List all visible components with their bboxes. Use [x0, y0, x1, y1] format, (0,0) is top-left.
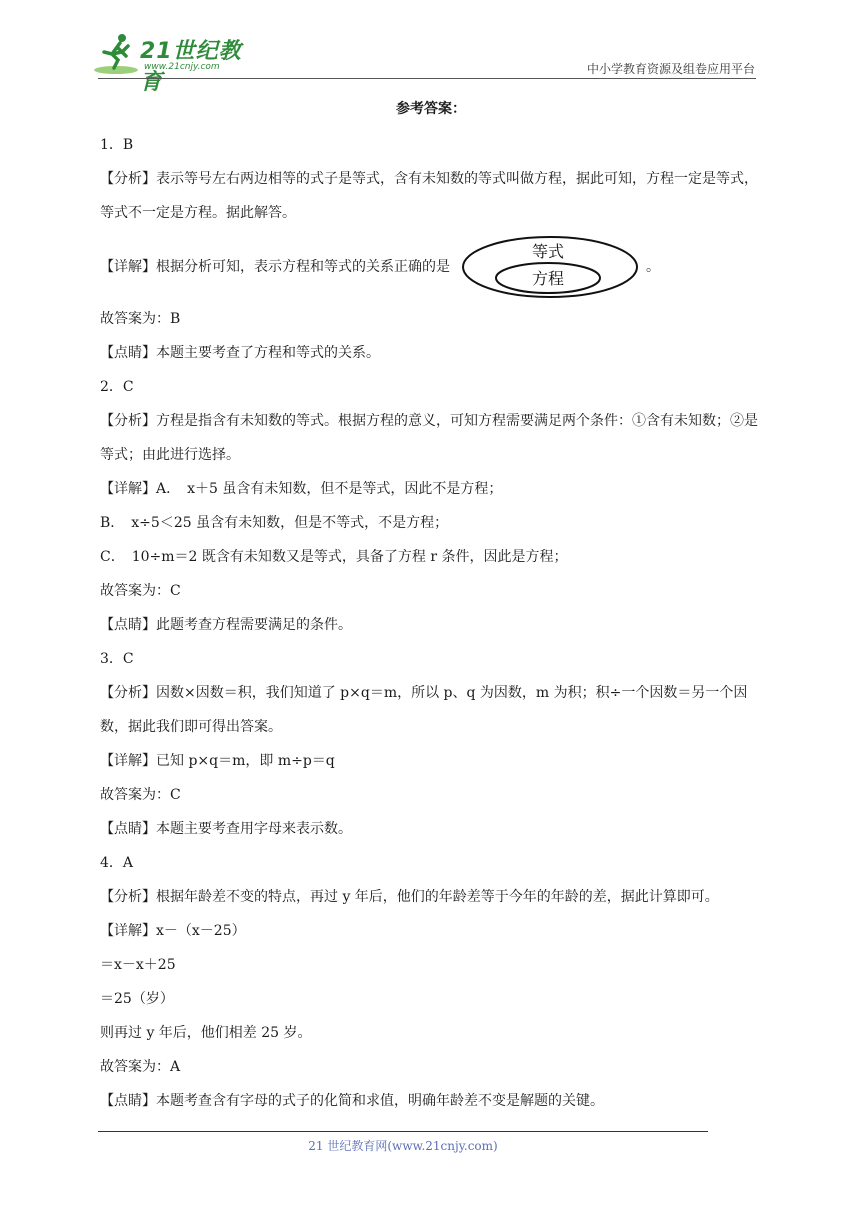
logo-text: 21世纪教育	[140, 39, 242, 95]
q1-detail: 【详解】根据分析可知，表示方程和等式的关系正确的是	[100, 259, 450, 275]
q2-answer: 2．C	[100, 379, 134, 395]
q2-detail-a: 【详解】A． x＋5 虽含有未知数，但不是等式，因此不是方程；	[100, 481, 503, 497]
platform-name: 中小学教育资源及组卷应用平台	[586, 62, 755, 76]
q1-analysis: 【分析】表示等号左右两边相等的式子是等式，含有未知数的等式叫做方程，据此可知，方程一定是等式，等式不一定是方程。据此解答。	[100, 171, 758, 221]
q1-comment: 【点睛】本题主要考查了方程和等式的关系。	[100, 345, 380, 361]
q3-comment: 【点睛】本题主要考查用字母来表示数。	[100, 821, 352, 837]
q4-detail-3: ＝25（岁）	[100, 991, 174, 1007]
site-logo	[92, 30, 262, 95]
q3-detail: 【详解】已知 p×q＝m，即 m÷p＝q	[100, 753, 335, 769]
q4-detail-4: 则再过 y 年后，他们相差 25 岁。	[100, 1025, 312, 1041]
page-header	[0, 0, 860, 95]
page-footer: 21 世纪教育网(www.21cnjy.com)	[308, 1139, 498, 1153]
q2-detail-c: C． 10÷m＝2 既含有未知数又是等式，具备了方程 r 条件，因此是方程；	[100, 549, 568, 565]
q2-analysis: 【分析】方程是指含有未知数的等式。根据方程的意义，可知方程需要满足两个条件：①含有未知数；②是等式；由此进行选择。	[100, 413, 758, 463]
footer-divider	[98, 1131, 708, 1132]
q2-conclusion: 故答案为：C	[100, 583, 181, 599]
q1-detail-row	[100, 232, 762, 302]
q4-detail-2: ＝x－x＋25	[100, 957, 176, 973]
q2-detail-b: B． x÷5＜25 虽含有未知数，但是不等式，不是方程；	[100, 515, 449, 531]
q4-comment: 【点睛】本题考查含有字母的式子的化简和求值，明确年龄差不变是解题的关键。	[100, 1093, 604, 1109]
page-title: 参考答案：	[396, 101, 466, 117]
q1-answer: 1．B	[100, 137, 134, 153]
q1-detail-end: 。	[646, 259, 660, 275]
q4-analysis: 【分析】根据年龄差不变的特点，再过 y 年后，他们的年龄差等于今年的年龄的差，据此计算即可。	[100, 889, 719, 905]
q4-conclusion: 故答案为：A	[100, 1059, 181, 1075]
q4-detail-1: 【详解】x－（x－25）	[100, 923, 246, 939]
runner-logo-icon	[92, 30, 142, 76]
header-divider	[98, 78, 756, 79]
logo-url: www.21cnjy.com	[144, 62, 220, 72]
q2-comment: 【点睛】此题考查方程需要满足的条件。	[100, 617, 352, 633]
q1-conclusion: 故答案为：B	[100, 311, 181, 327]
q4-answer: 4．A	[100, 855, 134, 871]
diagram-inner-label: 方程	[531, 269, 565, 288]
answer-content	[100, 98, 762, 1118]
equation-set-diagram	[460, 234, 640, 300]
q3-answer: 3．C	[100, 651, 134, 667]
q3-conclusion: 故答案为：C	[100, 787, 181, 803]
q3-analysis: 【分析】因数×因数＝积，我们知道了 p×q＝m，所以 p、q 为因数，m 为积；积÷一个因数＝另一个因数，据此我们即可得出答案。	[100, 685, 748, 735]
diagram-outer-label: 等式	[531, 242, 565, 261]
